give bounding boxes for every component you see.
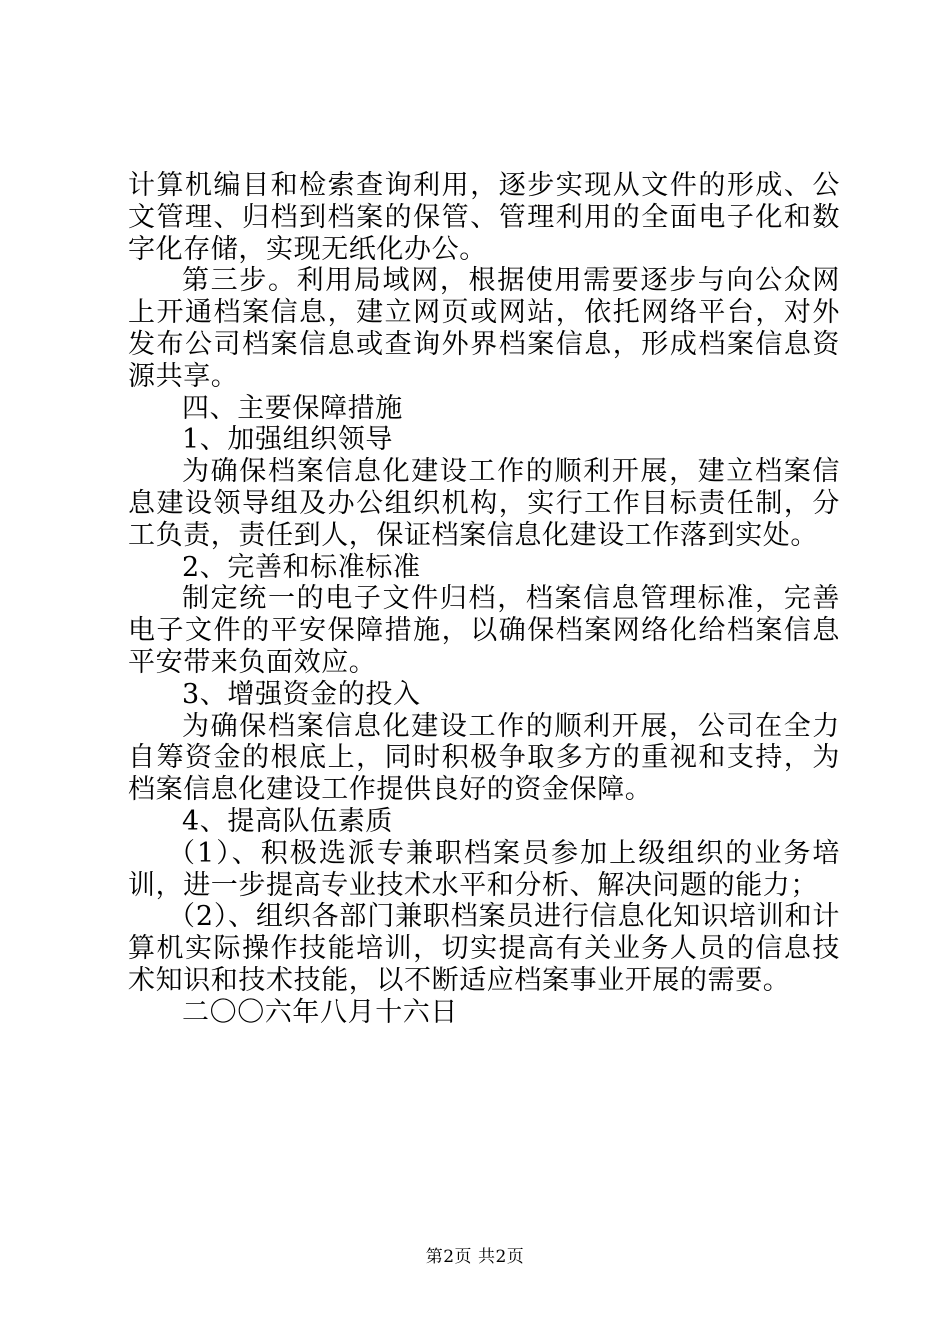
paragraph-funding: 为确保档案信息化建设工作的顺利开展，公司在全力自筹资金的根底上，同时积极争取多方的重视和支持，为档案信息化建设工作提供良好的资金保障。 [128, 710, 840, 806]
subheading-staff-quality: 4、提高队伍素质 [182, 805, 393, 837]
paragraph-continuation: 计算机编目和检索查询利用，逐步实现从文件的形成、公文管理、归档到档案的保管、管理利用的全面电子化和数字化存储，实现无纸化办公。 [128, 170, 840, 265]
paragraph-standards: 制定统一的电子文件归档，档案信息管理标准，完善电子文件的平安保障措施，以确保档案网络化给档案信息平安带来负面效应。 [128, 583, 840, 678]
paragraph-leadership: 为确保档案信息化建设工作的顺利开展，建立档案信息建设领导组及办公组织机构，实行工作目标责任制，分工负责，责任到人，保证档案信息化建设工作落到实处。 [128, 456, 840, 551]
subheading-funding: 3、增强资金的投入 [182, 678, 421, 710]
paragraph-step-three: 第三步。利用局域网，根据使用需要逐步与向公众网上开通档案信息，建立网页或网站，依托网络平台，对外发布公司档案信息或查询外界档案信息，形成档案信息资源共享。 [128, 265, 840, 392]
page-footer: 第2页 共2页 [425, 1247, 525, 1267]
section-heading-safeguards: 四、主要保障措施 [182, 392, 403, 424]
list-item-training-one: （1）、积极选派专兼职档案员参加上级组织的业务培训，进一步提高专业技术水平和分析、解决问题的能力； [128, 837, 840, 901]
subheading-leadership: 1、加强组织领导 [182, 424, 393, 456]
subheading-standards: 2、完善和标准标准 [182, 551, 421, 583]
document-date: 二〇〇六年八月十六日 [182, 996, 458, 1028]
document-body [128, 170, 840, 1029]
list-item-training-two: （2）、组织各部门兼职档案员进行信息化知识培训和计算机实际操作技能培训，切实提高有关业务人员的信息技术知识和技术技能，以不断适应档案事业开展的需要。 [128, 901, 840, 996]
